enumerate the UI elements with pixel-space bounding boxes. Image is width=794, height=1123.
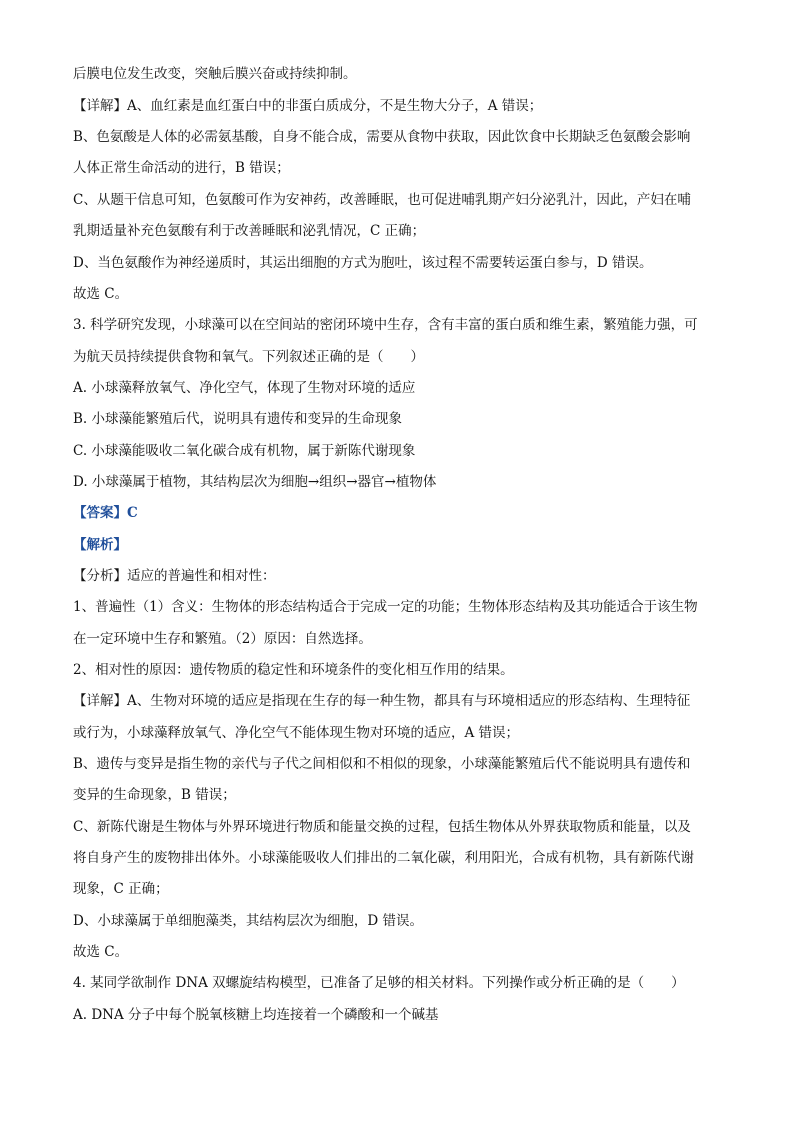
text-line: 【详解】A、生物对环境的适应是指现在生存的每一种生物，都具有与环境相适应的形态结构、生理特征 xyxy=(73,693,691,709)
analysis-label: 【解析】 xyxy=(73,537,127,553)
text-line: B、遗传与变异是指生物的亲代与子代之间相似和不相似的现象，小球藻能繁殖后代不能说明具有遗传和 xyxy=(73,756,691,772)
text-line: 后膜电位发生改变，突触后膜兴奋或持续抑制。 xyxy=(73,66,357,82)
text-line: 将自身产生的废物排出体外。小球藻能吸收人们排出的二氧化碳，利用阳光，合成有机物，具有新陈代谢 xyxy=(73,850,694,866)
option-a: A. 小球藻释放氧气、净化空气，体现了生物对环境的适应 xyxy=(73,380,416,396)
text-line: 在一定环境中生存和繁殖。（2）原因：自然选择。 xyxy=(73,631,372,647)
text-line: 现象，C 正确； xyxy=(73,881,169,897)
question-4-stem: 4. 某同学欲制作 DNA 双螺旋结构模型，已准备了足够的相关材料。下列操作或分析正确的是（ ） xyxy=(73,975,685,991)
text-line: 变异的生命现象，B 错误； xyxy=(73,787,236,803)
question-3-stem: 3. 科学研究发现，小球藻可以在空间站的密闭环境中生存，含有丰富的蛋白质和维生素，繁殖能力强，可 xyxy=(73,317,698,333)
text-line: 人体正常生命活动的进行，B 错误； xyxy=(73,160,290,176)
option-c: C. 小球藻能吸收二氧化碳合成有机物，属于新陈代谢现象 xyxy=(73,443,416,459)
text-line: B、色氨酸是人体的必需氨基酸，自身不能合成，需要从食物中获取，因此饮食中长期缺乏色氨酸会影响 xyxy=(73,129,691,145)
option-a: A. DNA 分子中每个脱氧核糖上均连接着一个磷酸和一个碱基 xyxy=(73,1007,439,1023)
option-d: D. 小球藻属于植物，其结构层次为细胞→组织→器官→植物体 xyxy=(73,474,437,490)
text-line: 【分析】适应的普遍性和相对性： xyxy=(73,568,276,584)
text-line: 1、普遍性（1）含义：生物体的形态结构适合于完成一定的功能；生物体形态结构及其功能适合于该生物 xyxy=(73,599,698,615)
text-line: 或行为，小球藻释放氧气、净化空气不能体现生物对环境的适应，A 错误； xyxy=(73,725,520,741)
text-line: 故选 C。 xyxy=(73,944,129,960)
option-b: B. 小球藻能繁殖后代，说明具有遗传和变异的生命现象 xyxy=(73,411,403,427)
text-line: 乳期适量补充色氨酸有利于改善睡眠和泌乳情况，C 正确； xyxy=(73,223,426,239)
text-line: 2、相对性的原因：遗传物质的稳定性和环境条件的变化相互作用的结果。 xyxy=(73,662,514,678)
text-line: C、从题干信息可知，色氨酸可作为安神药，改善睡眠，也可促进哺乳期产妇分泌乳汁，因此，产妇在哺 xyxy=(73,192,691,208)
answer-label: 【答案】C xyxy=(73,505,138,521)
text-line: D、当色氨酸作为神经递质时，其运出细胞的方式为胞吐，该过程不需要转运蛋白参与，D 错误。 xyxy=(73,255,653,271)
text-line: 故选 C。 xyxy=(73,286,129,302)
question-3-stem: 为航天员持续提供食物和氧气。下列叙述正确的是（ ） xyxy=(73,349,424,365)
text-line: D、小球藻属于单细胞藻类，其结构层次为细胞，D 错误。 xyxy=(73,913,423,929)
text-line: C、新陈代谢是生物体与外界环境进行物质和能量交换的过程，包括生物体从外界获取物质和能量，以及 xyxy=(73,819,691,835)
text-line: 【详解】A、血红素是血红蛋白中的非蛋白质成分，不是生物大分子，A 错误； xyxy=(73,98,543,114)
